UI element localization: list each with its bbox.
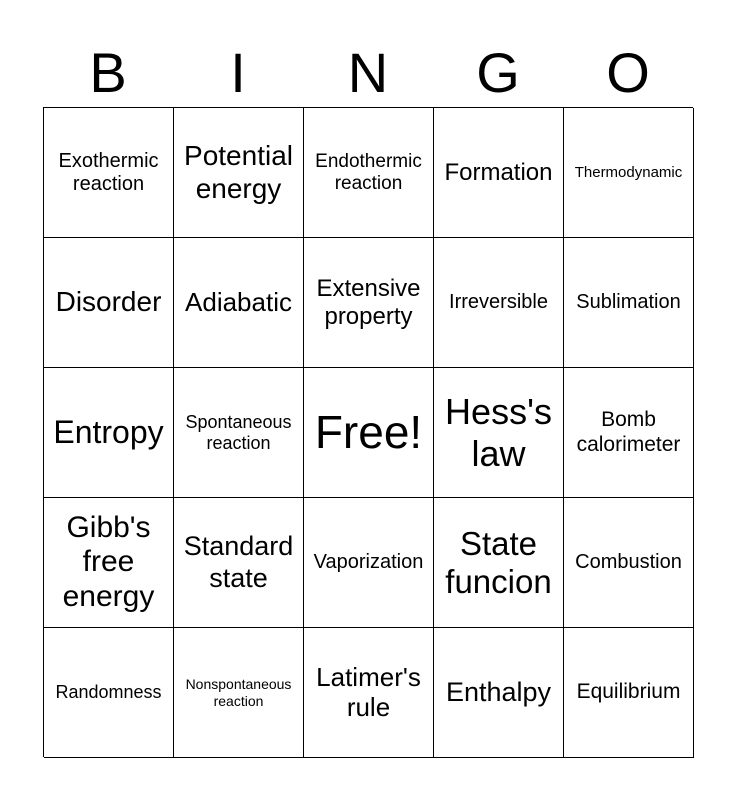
cell-text: Adiabatic: [185, 286, 292, 317]
bingo-cell[interactable]: [304, 498, 434, 628]
cell-text: Endothermic reaction: [315, 150, 422, 194]
bingo-cell[interactable]: [564, 108, 694, 238]
cell-text: Exothermic reaction: [58, 149, 159, 195]
cell-text: Randomness: [55, 682, 162, 703]
bingo-cell[interactable]: [304, 628, 434, 758]
cell-text: Combustion: [575, 551, 682, 573]
header-letter-b: B: [89, 41, 127, 104]
cell-text: Latimer's rule: [316, 661, 421, 722]
bingo-cell[interactable]: [44, 498, 174, 628]
cell-text: Entropy: [53, 414, 164, 451]
bingo-cell[interactable]: [564, 498, 694, 628]
cell-text: Irreversible: [449, 291, 548, 313]
bingo-cell[interactable]: [564, 368, 694, 498]
cell-text: Hess's law: [445, 391, 552, 474]
header-letter-n: N: [347, 41, 389, 104]
cell-text: Potential energy: [184, 140, 293, 204]
cell-text: Sublimation: [576, 291, 681, 313]
bingo-header: [43, 40, 693, 106]
cell-text: Disorder: [55, 286, 162, 318]
bingo-cell[interactable]: [564, 238, 694, 368]
cell-text: Equilibrium: [576, 680, 681, 704]
bingo-cell[interactable]: [174, 628, 304, 758]
bingo-cell[interactable]: [44, 108, 174, 238]
cell-text: Nonspontaneous reaction: [185, 676, 292, 709]
bingo-cell[interactable]: [434, 238, 564, 368]
cell-text: Spontaneous reaction: [185, 411, 292, 453]
bingo-cell[interactable]: [434, 498, 564, 628]
cell-text: Gibb's free energy: [62, 510, 155, 613]
cell-text: State funcion: [445, 524, 552, 600]
cell-text: Standard state: [183, 531, 294, 593]
cell-text: Formation: [444, 158, 553, 186]
bingo-cell[interactable]: [434, 628, 564, 758]
bingo-cell[interactable]: [304, 238, 434, 368]
cell-text: Bomb calorimeter: [576, 408, 681, 456]
cell-text: Thermodynamic: [574, 163, 683, 181]
free-space-cell[interactable]: [304, 368, 434, 498]
bingo-cell[interactable]: [564, 628, 694, 758]
cell-text: Enthalpy: [445, 676, 552, 707]
bingo-cell[interactable]: [434, 368, 564, 498]
header-letter-i: I: [230, 41, 246, 104]
bingo-cell[interactable]: [304, 108, 434, 238]
bingo-cell[interactable]: [174, 108, 304, 238]
bingo-cell[interactable]: [174, 238, 304, 368]
bingo-cell[interactable]: [44, 628, 174, 758]
cell-text: Extensive property: [316, 274, 421, 330]
bingo-cell[interactable]: [174, 498, 304, 628]
bingo-cell[interactable]: [44, 238, 174, 368]
header-letter-g: G: [476, 41, 520, 104]
bingo-cell[interactable]: [434, 108, 564, 238]
bingo-cell[interactable]: [44, 368, 174, 498]
free-space-text: Free!: [314, 406, 423, 459]
bingo-cell[interactable]: [174, 368, 304, 498]
cell-text: Vaporization: [313, 551, 424, 573]
bingo-board: [43, 107, 693, 757]
header-letter-o: O: [606, 41, 650, 104]
